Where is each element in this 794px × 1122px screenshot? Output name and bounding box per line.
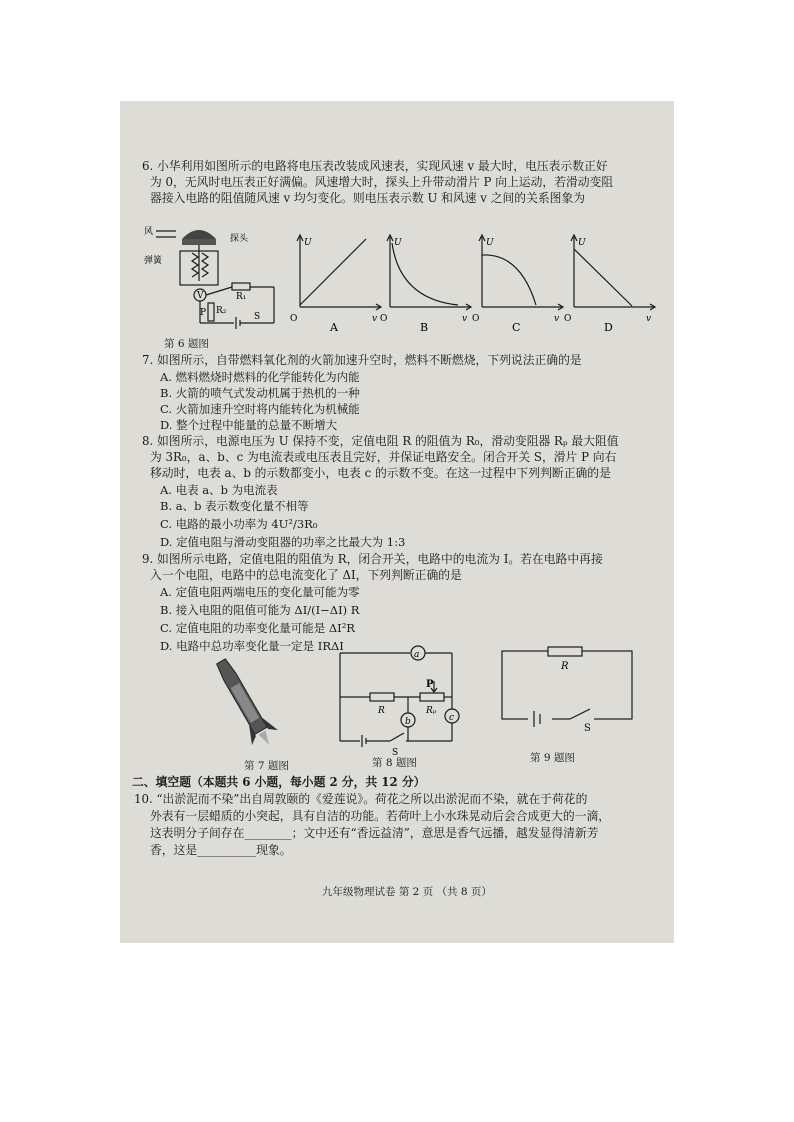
- svg-text:U: U: [304, 238, 312, 248]
- exam-page: [120, 101, 674, 943]
- q8-circuit-figure: [330, 641, 470, 756]
- q6-circuit-figure: [144, 223, 294, 333]
- fig8-caption: 第 8 题图: [372, 757, 417, 769]
- q10-line4: 香，这是__________现象。: [150, 843, 292, 857]
- svg-text:v: v: [554, 314, 560, 324]
- q8-option-b: B. a、b 表示数变化量不相等: [160, 499, 309, 513]
- r1-label: R₁: [236, 292, 247, 302]
- fig9-r-label: R: [561, 661, 569, 672]
- section-2-heading: 二、填空题（本题共 6 小题，每小题 2 分，共 12 分）: [132, 775, 426, 789]
- q7-option-b: B. 火箭的喷气式发动机属于热机的一种: [160, 386, 360, 400]
- rocket-figure: [210, 653, 280, 753]
- q9-option-a: A. 定值电阻两端电压的变化量可能为零: [160, 585, 360, 599]
- rp-label: Rₚ: [426, 706, 437, 716]
- q9-option-c: C. 定值电阻的功率变化量可能是 ΔI²R: [160, 621, 355, 635]
- svg-text:U: U: [394, 238, 402, 248]
- fig9-caption: 第 9 题图: [530, 752, 575, 764]
- graph-b-label: B: [420, 321, 429, 334]
- q8-option-a: A. 电表 a、b 为电流表: [160, 483, 278, 497]
- spring-label: 弹簧: [144, 256, 163, 266]
- q9-line2: 入一个电阻，电路中的总电流变化了 ΔI，下列判断正确的是: [150, 568, 462, 582]
- q6-line2: 为 0，无风时电压表正好满偏。风速增大时，探头上升带动滑片 P 向上运动，若滑动变阻: [150, 175, 614, 189]
- meter-a-label: a: [414, 650, 420, 660]
- q10-line2: 外表有一层蜡质的小突起，具有自洁的功能。若荷叶上小水珠晃动后会合成更大的一滴，: [150, 809, 611, 823]
- fig9-s-label: S: [584, 723, 591, 734]
- svg-text:v: v: [372, 314, 378, 324]
- q6-line3: 器接入电路的阻值随风速 v 均匀变化。则电压表示数 U 和风速 v 之间的关系图象为: [150, 191, 586, 205]
- r2-label: R₂: [216, 306, 227, 316]
- svg-text:O: O: [380, 314, 388, 324]
- q8-option-c: C. 电路的最小功率为 4U²/3R₀: [160, 517, 318, 531]
- q8-option-d: D. 定值电阻与滑动变阻器的功率之比最大为 1:3: [160, 535, 406, 549]
- q10-line3: 这表明分子间存在________；文中还有“香远益清”，意思是香气远播，越发显得清新芳: [150, 826, 599, 840]
- q7-option-a: A. 燃料燃烧时燃料的化学能转化为内能: [160, 370, 360, 384]
- s-label: S: [254, 312, 261, 322]
- graph-c: [470, 229, 570, 334]
- switch-s-label: S: [392, 748, 399, 758]
- graph-c-label: C: [512, 321, 521, 334]
- q8-line2: 为 3R₀，a、b、c 为电流表或电压表且完好，并保证电路安全。闭合开关 S，滑片 P 向右: [150, 450, 617, 464]
- q7-option-d: D. 整个过程中能量的总量不断增大: [160, 418, 338, 432]
- q9-option-d: D. 电路中总功率变化量一定是 IRΔI: [160, 639, 344, 653]
- r-label: R: [378, 706, 385, 716]
- q7-stem: 7. 如图所示，自带燃料氧化剂的火箭加速升空时，燃料不断燃烧，下列说法正确的是: [142, 353, 582, 367]
- graph-d-label: D: [604, 321, 613, 334]
- p-label: P: [200, 308, 207, 318]
- graph-a-label: A: [330, 321, 338, 334]
- q8-line3: 移动时，电表 a、b 的示数都变小，电表 c 的示数不变。在这一过程中下列判断正确的是: [150, 466, 611, 480]
- q8-line1: 8. 如图所示，电源电压为 U 保持不变，定值电阻 R 的阻值为 R₀，滑动变阻器 Rₚ 最大阻值: [142, 434, 619, 448]
- wind-label: 风: [144, 227, 154, 237]
- q9-circuit-figure: [498, 647, 638, 734]
- svg-text:O: O: [564, 314, 572, 324]
- q6-line1: 6. 小华利用如图所示的电路将电压表改装成风速表，实现风速 v 最大时，电压表示数正好: [142, 159, 608, 173]
- meter-c-label: c: [449, 713, 455, 723]
- svg-text:O: O: [290, 314, 298, 324]
- q9-line1: 9. 如图所示电路，定值电阻的阻值为 R，闭合开关，电路中的电流为 I。若在电路中再接: [142, 552, 603, 566]
- svg-text:v: v: [462, 314, 468, 324]
- graph-b: [378, 229, 478, 334]
- graph-a: [288, 229, 388, 334]
- svg-text:v: v: [646, 314, 652, 324]
- q10-line1: 10. “出淤泥而不染”出自周敦颐的《爱莲说》。荷花之所以出淤泥而不染，就在于荷花的: [134, 792, 588, 806]
- svg-text:U: U: [578, 238, 586, 248]
- p-slider-label: P: [426, 679, 434, 690]
- voltmeter-label: V: [197, 291, 204, 301]
- q6-caption: 第 6 题图: [164, 338, 209, 350]
- graph-d: [562, 229, 662, 334]
- fig7-caption: 第 7 题图: [244, 760, 289, 772]
- svg-text:O: O: [472, 314, 480, 324]
- q9-option-b: B. 接入电阻的阻值可能为 ΔI/(I−ΔI) R: [160, 603, 360, 617]
- q7-option-c: C. 火箭加速升空时将内能转化为机械能: [160, 402, 360, 416]
- probe-label: 探头: [230, 234, 249, 244]
- svg-text:U: U: [486, 238, 494, 248]
- page-footer: 九年级物理试卷 第 2 页 （共 8 页）: [322, 886, 492, 898]
- meter-b-label: b: [405, 717, 411, 727]
